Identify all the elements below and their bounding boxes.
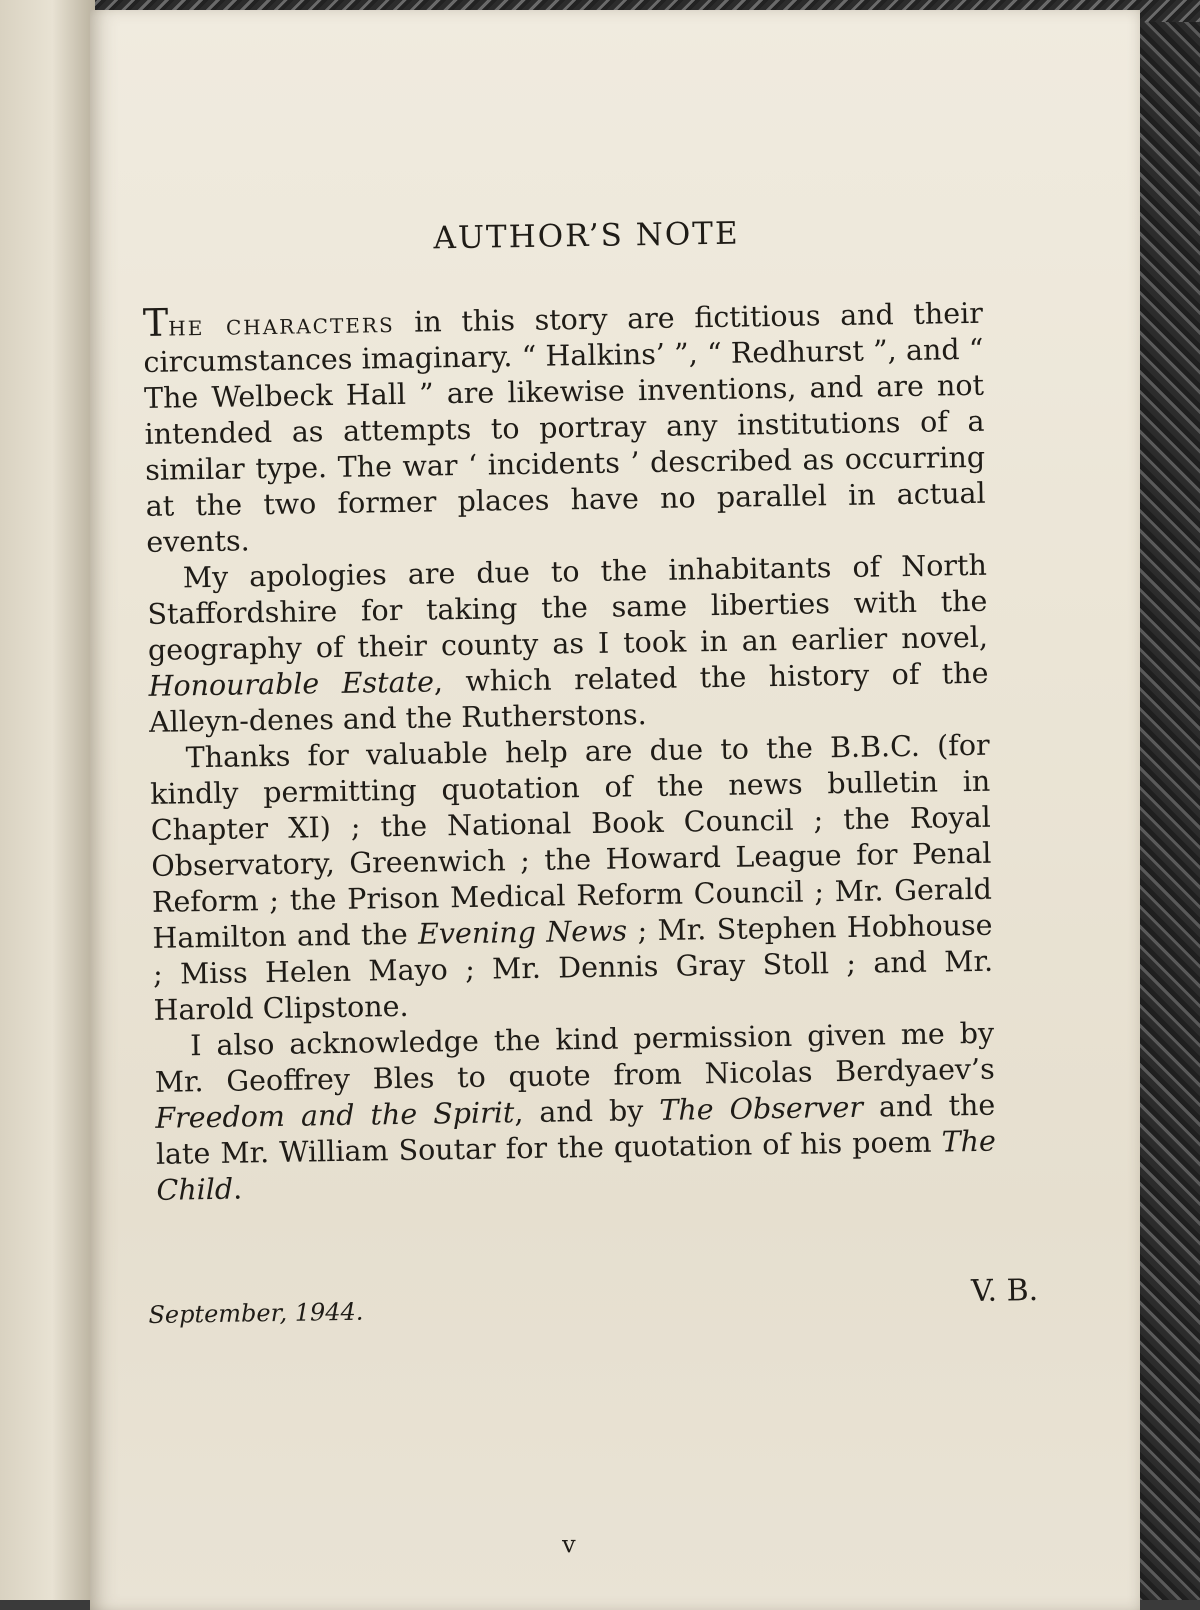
- paragraph-text: and the late Mr. William Soutar for the quotation of his poem: [155, 1088, 996, 1171]
- signature-row: [148, 1273, 1039, 1337]
- paragraph-text: in this story are fictitious and their circumstances imaginary. “ Halkins’ ”, “ Redhurst ”, and “ The Welbeck Hall ” are likewise inventions, and are not intended as attempts to portray any institutions of a similar type. The war ‘ incidents ’ described as occurring at the two former places have no parallel in actual events.: [143, 296, 986, 559]
- note-date: September, 1944.: [148, 1297, 364, 1329]
- author-initials: V. B.: [970, 1273, 1039, 1310]
- note-body: [143, 292, 997, 1209]
- paragraph-text: Thanks for valuable help are due to the B.B.C. (for kindly permitting quotation of the news bulletin in Chapter XI) ; the National Book Council ; the Royal Observatory, Greenwich ; the Howard League for Penal Reform ; the Prison Medical Reform Council ; Mr. Gerald Hamilton and the: [150, 728, 993, 955]
- paragraph-text: ; Mr. Stephen Hobhouse ; Miss Helen Mayo ; Mr. Dennis Gray Stoll ; and Mr. Harold Clipstone.: [152, 908, 994, 1027]
- book-page: [90, 10, 1140, 1610]
- small-caps-lead: he characters: [168, 305, 395, 343]
- page-number: v: [561, 1530, 576, 1559]
- facing-page-edge: [0, 0, 95, 1600]
- poem-title-italic: The Child: [156, 1124, 997, 1207]
- newspaper-title-italic: Evening News: [417, 914, 628, 951]
- paragraph-thanks: [149, 728, 993, 1029]
- drop-cap: T: [142, 300, 169, 345]
- book-title-italic: Freedom and the Spirit: [155, 1096, 515, 1135]
- page-title: AUTHOR’S NOTE: [433, 215, 740, 257]
- paragraph-text: , and by: [514, 1093, 660, 1130]
- book-title-italic: Honourable Estate: [148, 665, 435, 703]
- paragraph-text: My apologies are due to the inhabitants of North Staffordshire for taking the same liberties with the geography of their county as I took in an earlier novel,: [147, 548, 989, 667]
- paragraph-characters: [143, 292, 987, 561]
- paragraph-apologies: [147, 548, 990, 741]
- paragraph-text: I also acknowledge the kind permission given me by Mr. Geoffrey Bles to quote from Nicolas Berdyaev’s: [154, 1016, 995, 1099]
- paragraph-text: , which related the history of the Alleyn-denes and the Rutherstons.: [148, 656, 989, 739]
- paragraph-text: .: [232, 1172, 243, 1206]
- newspaper-title-italic: The Observer: [659, 1090, 864, 1127]
- paragraph-acknowledgement: [154, 1016, 997, 1209]
